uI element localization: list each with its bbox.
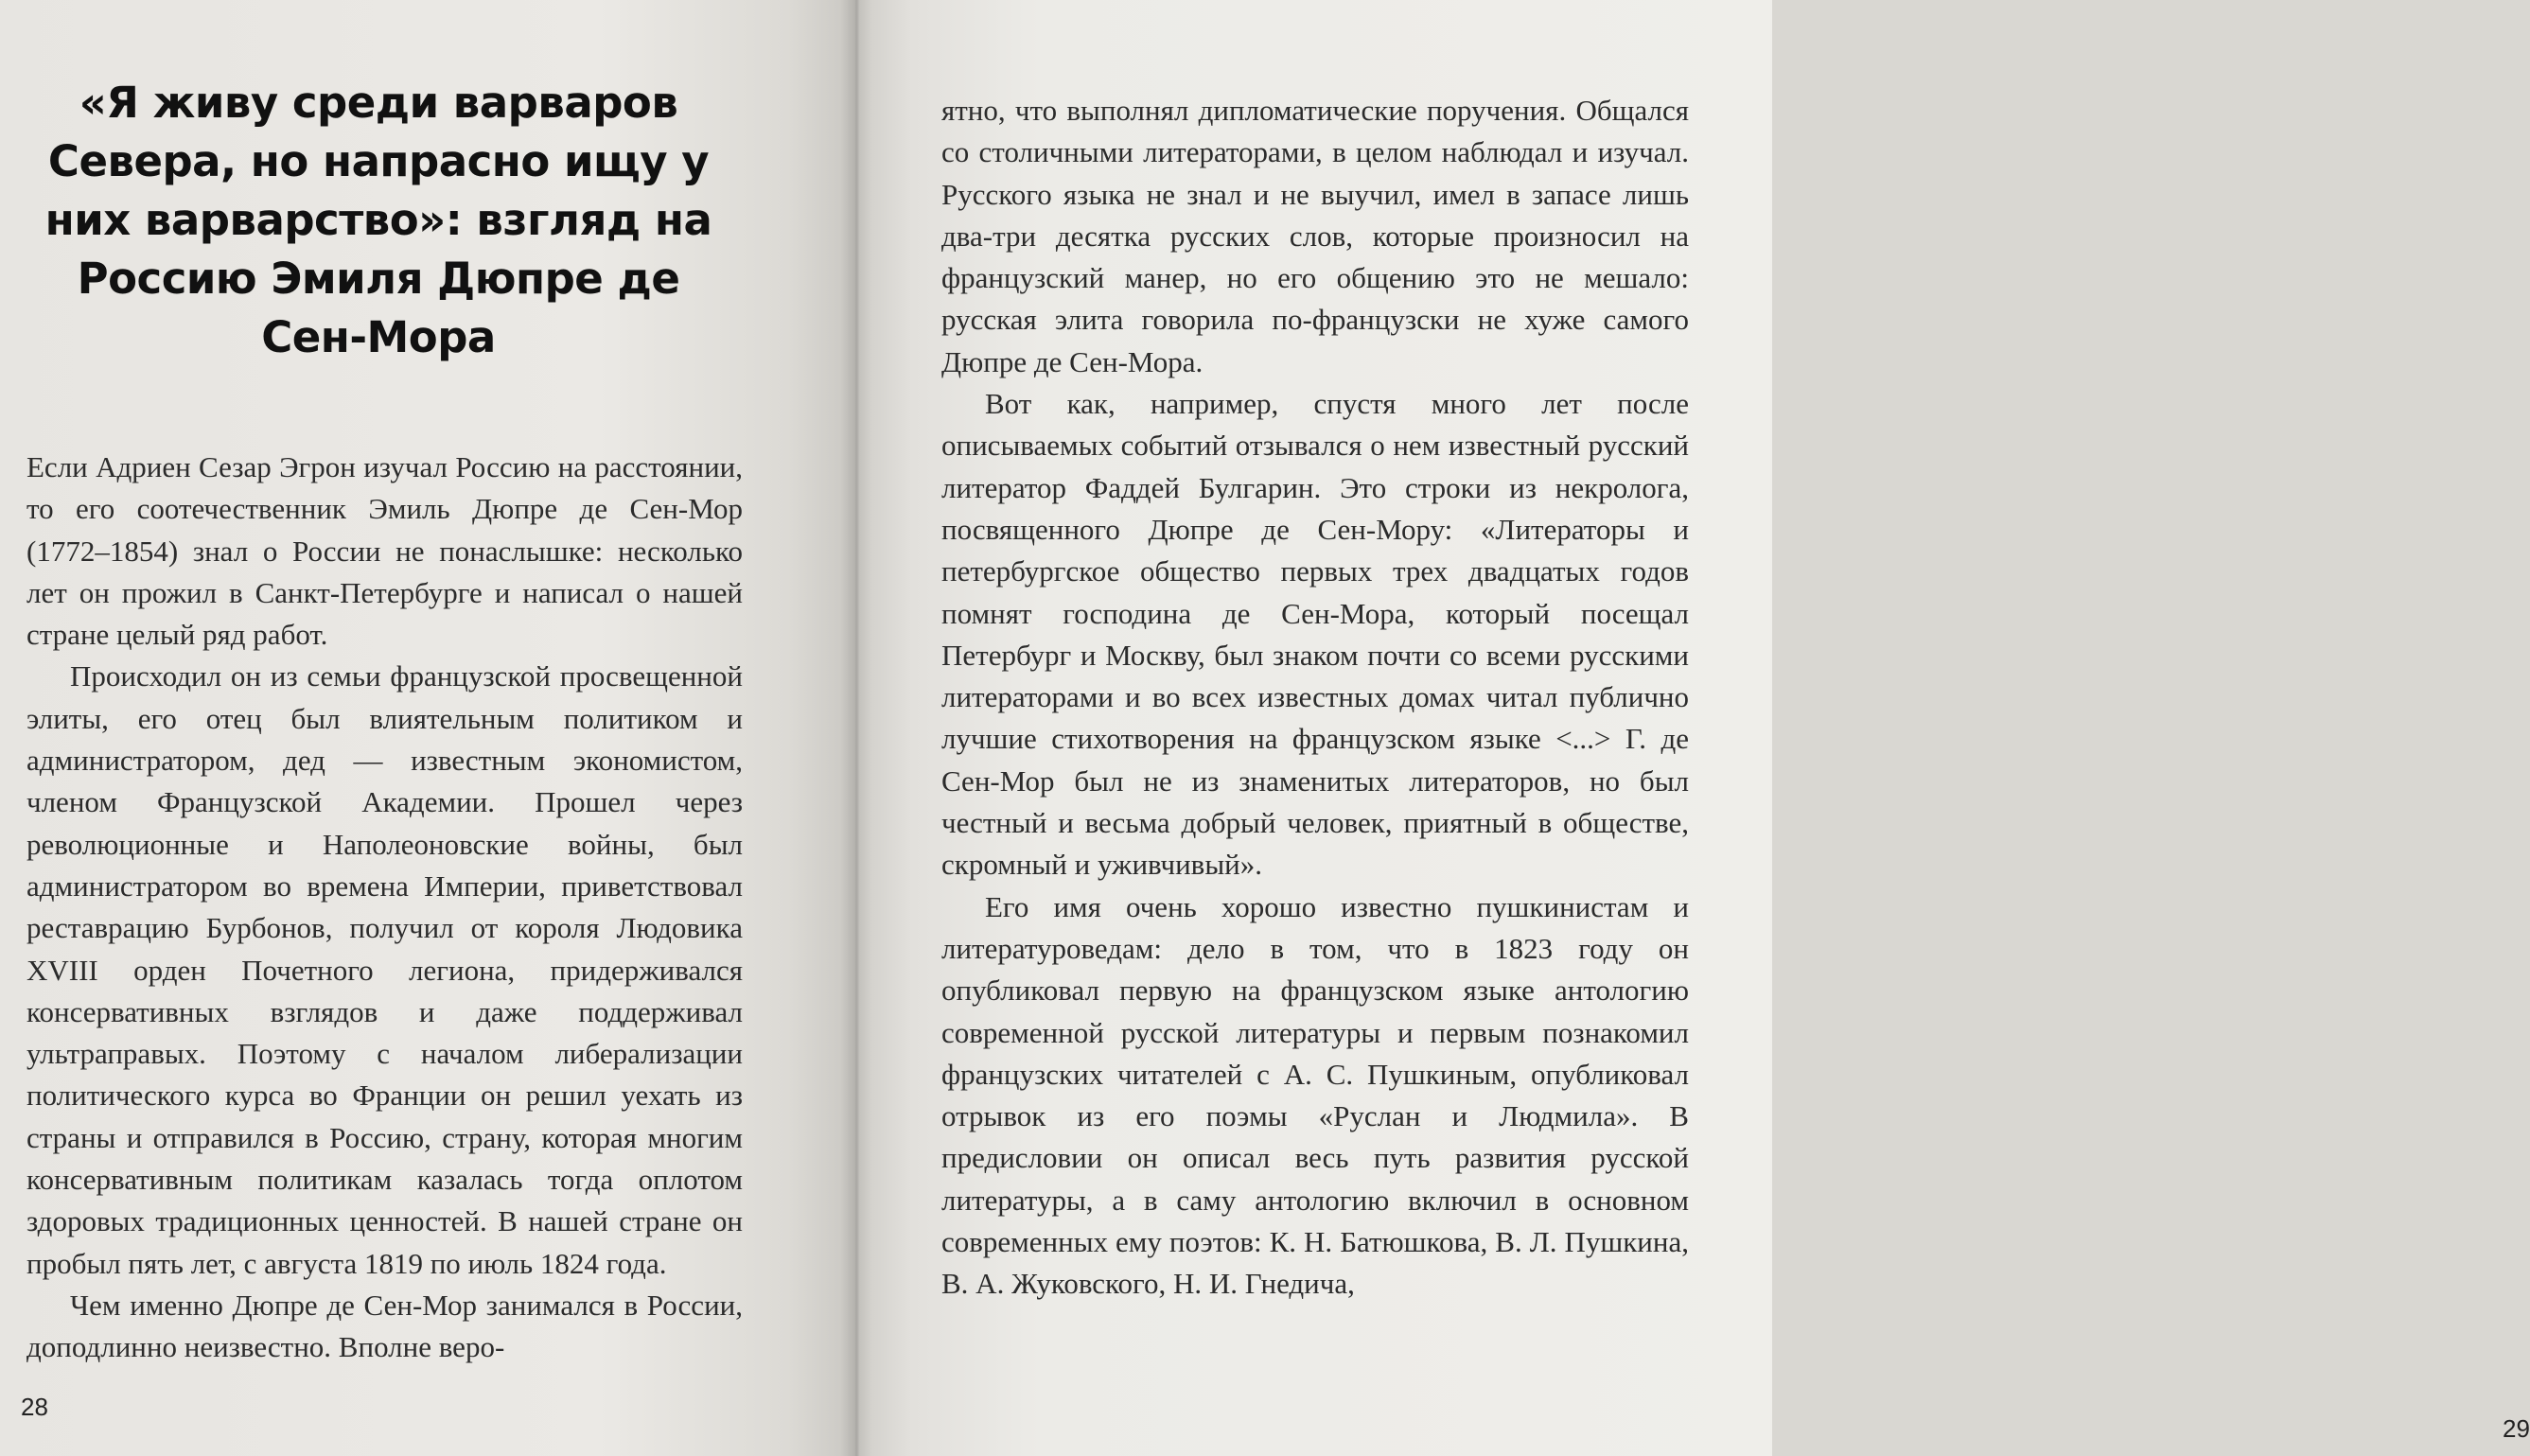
paragraph: Его имя очень хорошо известно пушкинистам и литературоведам: дело в том, что в 1823 году он опубликовал первую на французском языке антологию современной русской литературы и первым познакомил французских читателей с А. С. Пушкиным, опубликовал отрывок из его поэмы «Руслан и Людмила». В предисловии он описал весь путь развития русской литературы, а в саму антологию включил в основном современных ему поэтов: К. Н. Батюшкова, В. Л. Пушкина, В. А. Жуковского, Н. И. Гнедича, [941,889,1689,1301]
paragraph: ятно, что выполнял дипломатические поручения. Общался со столичными литераторами, в целом наблюдал и изучал. Русского языка не знал и не выучил, имел в запасе лишь два-три десятка русских слов, которые произносил на французский манер, но его общению это не мешало: русская элита говорила по-французски не хуже самого Дюпре де Сен-Мора. [941,94,1689,378]
left-page [0,0,856,1456]
paragraph: Чем именно Дюпре де Сен-Мор занимался в России, доподлинно неизвестно. Вполне веро- [26,1288,743,1364]
right-page-body [941,90,1689,1306]
page-number-left: 28 [21,1393,48,1421]
paragraph: Если Адриен Сезар Эгрон изучал Россию на расстоянии, то его соотечественник Эмиль Дюпре де Сен-Мор (1772–1854) знал о России не понаслышке: несколько лет он прожил в Санкт-Петербурге и написал о нашей стране целый ряд работ. [26,450,743,652]
book-gutter-shadow [840,0,872,1456]
paragraph: Вот как, например, спустя много лет после описываемых событий отзывался о нем известный русский литератор Фаддей Булгарин. Это строки из некролога, посвященного Дюпре де Сен-Мору: «Литераторы и петербургское общество первых трех двадцатых годов помнят господина де Сен-Мора, который посещал Петербург и Москву, был знаком почти со всеми русскими литераторами и во всех известных домах читал публично лучшие стихотворения на французском языке <...> Г. де Сен-Мор был не из знаменитых литераторов, но был честный и весьма добрый человек, приятный в обществе, скромный и уживчивый». [941,387,1689,882]
left-page-body [26,447,743,1369]
page-number-right: 29 [2503,1414,2530,1443]
chapter-title: «Я живу среди варваров Севера, но напрасно ищу у них варварство»: взгляд на Россию Эмиля Дюпре де Сен-Мора [44,78,712,362]
paragraph: Происходил он из семьи французской просвещенной элиты, его отец был влиятельным политиком и администратором, дед — известным экономистом, членом Французской Академии. Прошел через революционные и Наполеоновские войны, был администратором во времена Империи, приветствовал реставрацию Бурбонов, получил от короля Людовика XVIII орден Почетного легиона, придерживался консервативных взглядов и даже поддерживал ультраправых. Поэтому с началом либерализации политического курса во Франции он решил уехать из страны и отправился в Россию, страну, которая многим консервативным политикам казалась тогда оплотом здоровых традиционных ценностей. В нашей стране он пробыл пять лет, с августа 1819 по июль 1824 года. [26,659,743,1280]
